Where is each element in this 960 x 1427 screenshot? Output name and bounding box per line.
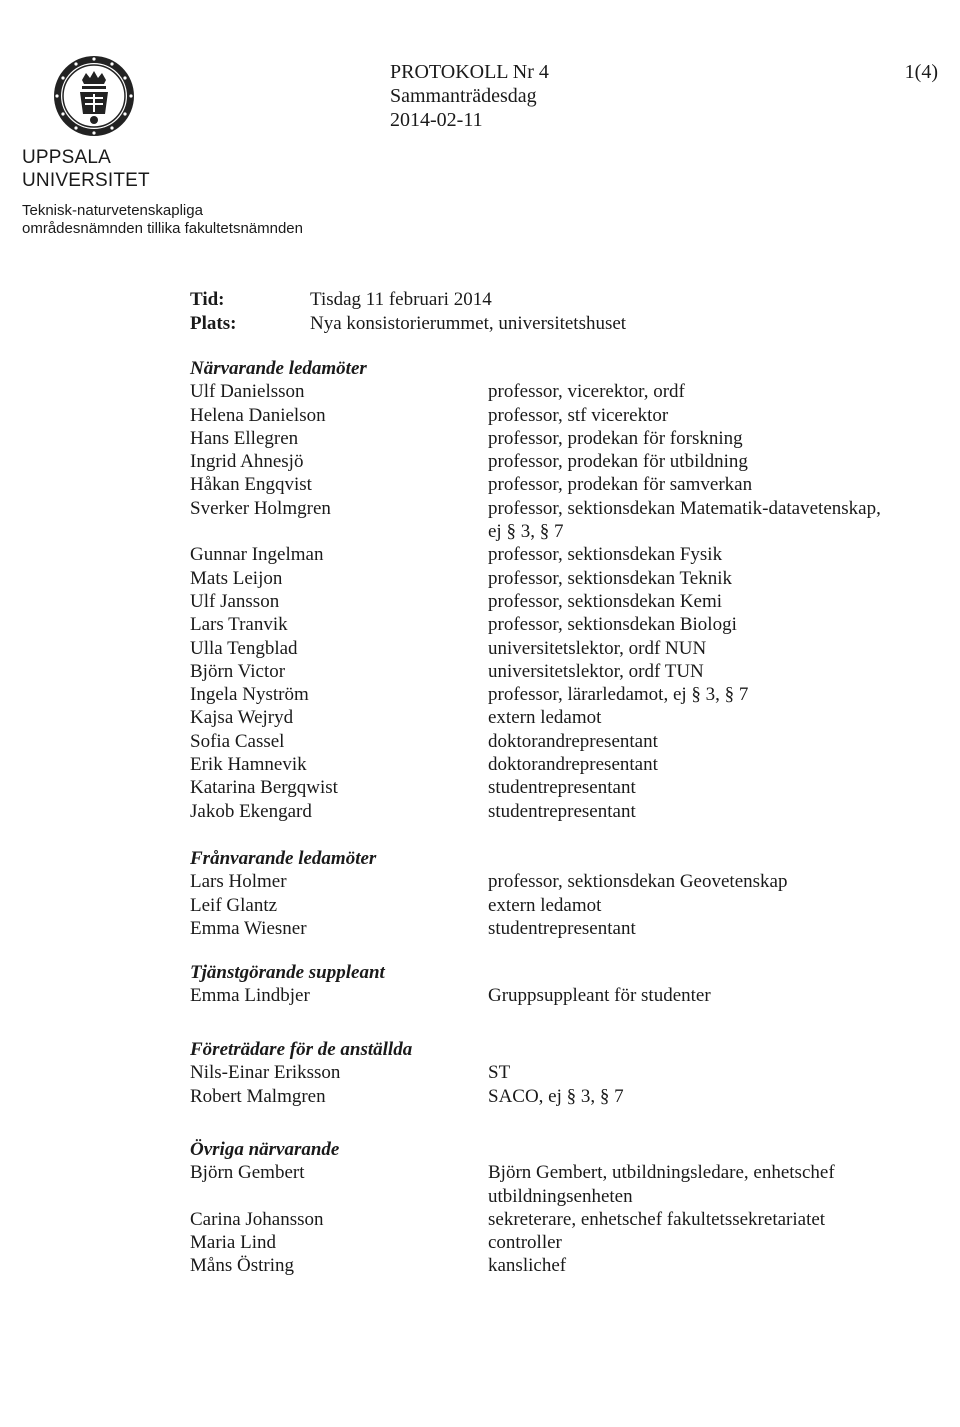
member-role: extern ledamot [488,707,602,729]
member-role: professor, stf vicerektor [488,404,669,426]
member-name: Ulla Tengblad [190,637,298,659]
member-role: doktorandrepresentant [488,754,658,776]
member-role: controller [488,1232,562,1254]
member-row [190,984,930,1007]
member-row [190,1061,930,1084]
member-role: ST [488,1062,511,1084]
meeting-date: 2014-02-11 [390,109,483,131]
member-name: Gunnar Ingelman [190,544,324,566]
place-value: Nya konsistorierummet, universitetshuset [310,313,627,334]
faculty-name [22,202,303,238]
member-role: ej § 3, § 7 [488,521,564,543]
member-row [190,870,930,893]
member-name: Robert Malmgren [190,1085,326,1107]
member-role: professor, sektionsdekan Geovetenskap [488,871,788,893]
member-role: professor, sektionsdekan Kemi [488,590,723,612]
section-heading: Övriga närvarande [190,1139,340,1160]
member-name: Nils-Einar Eriksson [190,1062,341,1084]
member-name: Mats Leijon [190,567,283,589]
member-row [190,637,930,660]
member-row [190,753,930,776]
member-role: Gruppsuppleant för studenter [488,985,711,1007]
member-name: Sofia Cassel [190,730,285,752]
member-name: Emma Lindbjer [190,985,310,1007]
university-name-line1: UPPSALA [22,147,112,168]
member-name: Björn Victor [190,660,286,682]
member-role: professor, prodekan för utbildning [488,451,748,473]
member-row [190,450,930,473]
member-row [190,520,930,543]
member-row [190,1208,930,1231]
member-name: Ingrid Ahnesjö [190,451,304,473]
member-name: Måns Östring [190,1255,294,1277]
member-role: professor, sektionsdekan Teknik [488,567,732,589]
member-role: extern ledamot [488,894,602,916]
page-number: 1(4) [904,61,938,83]
member-row [190,404,930,427]
place-row [190,312,626,336]
university-seal-logo [52,54,136,138]
member-name: Kajsa Wejryd [190,707,294,729]
faculty-name-line1: Teknisk-naturvetenskapliga [22,202,203,219]
member-role: doktorandrepresentant [488,730,658,752]
member-role: Björn Gembert, utbildningsledare, enhetschef [488,1162,835,1184]
member-row [190,613,930,636]
member-name: Sverker Holmgren [190,497,331,519]
member-row [190,894,930,917]
member-row [190,683,930,706]
member-row [190,473,930,496]
member-role: professor, sektionsdekan Biologi [488,614,737,636]
member-row [190,776,930,799]
member-name: Emma Wiesner [190,917,307,939]
member-name: Lars Holmer [190,871,287,893]
substitute-section [190,961,930,1008]
time-row [190,288,626,312]
member-row [190,380,930,403]
protocol-header [390,60,549,132]
member-name: Leif Glantz [190,894,278,916]
section-heading: Frånvarande ledamöter [190,848,377,869]
member-role: professor, prodekan för samverkan [488,474,753,496]
member-row [190,427,930,450]
member-row [190,543,930,566]
place-label: Plats: [190,313,237,334]
time-value: Tisdag 11 februari 2014 [310,289,492,310]
member-row [190,730,930,753]
member-role: professor, lärarledamot, ej § 3, § 7 [488,684,749,706]
member-row [190,1254,930,1277]
member-row [190,1185,930,1208]
member-name: Håkan Engqvist [190,474,312,496]
section-heading: Närvarande ledamöter [190,358,367,379]
absent-members-section [190,847,930,940]
member-role: utbildningsenheten [488,1185,633,1207]
faculty-name-line2: områdesnämnden tillika fakultetsnämnden [22,220,303,237]
member-role: professor, vicerektor, ordf [488,381,685,403]
time-label: Tid: [190,289,225,310]
member-role: universitetslektor, ordf TUN [488,660,704,682]
member-row [190,660,930,683]
member-row [190,1231,930,1254]
member-name: Hans Ellegren [190,427,299,449]
member-name [190,520,488,543]
meeting-meta [190,288,626,336]
member-row [190,917,930,940]
member-role: professor, prodekan för forskning [488,427,743,449]
meeting-type: Sammanträdesdag [390,85,537,107]
member-name: Ulf Jansson [190,590,280,612]
section-heading: Tjänstgörande suppleant [190,962,385,983]
section-heading: Företrädare för de anställda [190,1039,413,1060]
member-name: Björn Gembert [190,1162,305,1184]
member-row [190,1161,930,1184]
member-row [190,800,930,823]
member-role: professor, sektionsdekan Matematik-datavetenskap, [488,497,881,519]
member-name: Ulf Danielsson [190,381,305,403]
member-name: Helena Danielson [190,404,326,426]
member-name: Carina Johansson [190,1208,324,1230]
member-name: Lars Tranvik [190,614,288,636]
member-role: professor, sektionsdekan Fysik [488,544,723,566]
member-name: Katarina Bergqwist [190,777,338,799]
member-name: Maria Lind [190,1232,277,1254]
member-role: studentrepresentant [488,800,636,822]
member-role: studentrepresentant [488,917,636,939]
member-role: studentrepresentant [488,777,636,799]
member-role: universitetslektor, ordf NUN [488,637,707,659]
member-row [190,1085,930,1108]
member-name: Ingela Nyström [190,684,309,706]
member-role: SACO, ej § 3, § 7 [488,1085,624,1107]
member-role: kanslichef [488,1255,567,1277]
university-name [22,146,150,192]
member-row [190,706,930,729]
present-members-section [190,357,930,823]
member-row [190,567,930,590]
member-name: Jakob Ekengard [190,800,312,822]
others-present-section [190,1138,930,1278]
member-name: Erik Hamnevik [190,754,307,776]
protocol-title: PROTOKOLL Nr 4 [390,61,549,83]
university-name-line2: UNIVERSITET [22,170,150,191]
member-row [190,497,930,520]
member-name [190,1185,488,1208]
staff-representatives-section [190,1038,930,1108]
member-role: sekreterare, enhetschef fakultetssekretariatet [488,1208,826,1230]
member-row [190,590,930,613]
